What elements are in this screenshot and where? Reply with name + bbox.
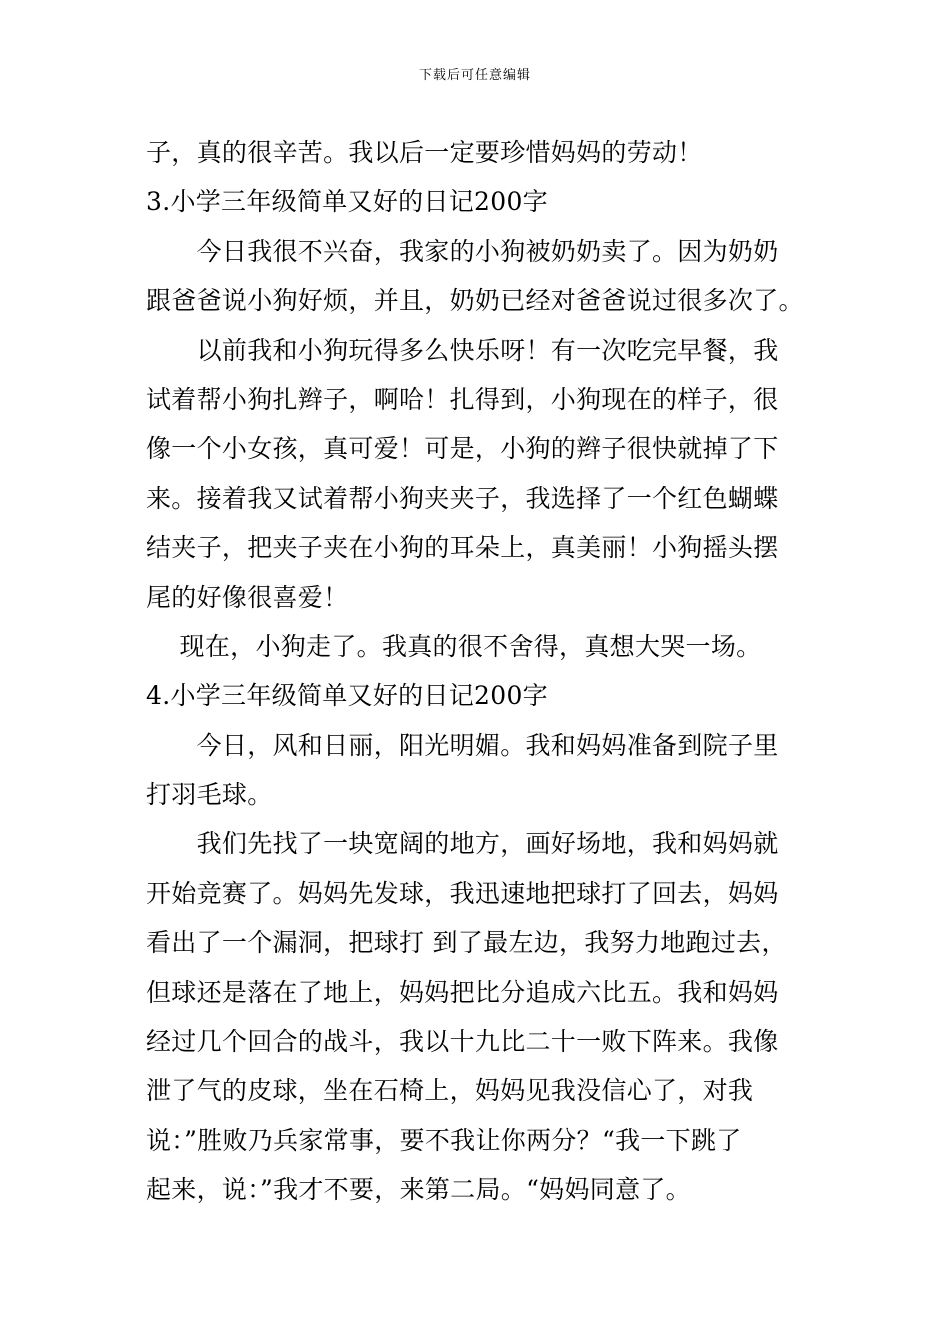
text-line: 现在，小狗走了。我真的很不舍得，真想大哭一场。 (146, 631, 762, 661)
text-line: 子，真的很辛苦。我以后一定要珍惜妈妈的劳动！ (146, 138, 703, 167)
text-line: 泄了气的皮球，坐在石椅上，妈妈见我没信心了，对我 (146, 1076, 754, 1106)
text-line: 像一个小女孩，真可爱！可是，小狗的辫子很快就掉了下 (146, 434, 779, 464)
text-line: 来。接着我又试着帮小狗夹夹子，我选择了一个红色蝴蝶 (146, 483, 779, 513)
document-body (146, 128, 806, 1215)
text-line: 但球还是落在了地上，妈妈把比分追成六比五。我和妈妈 (146, 977, 779, 1007)
text-line: 打羽毛球。 (146, 780, 273, 810)
text-line: 今日我很不兴奋，我家的小狗被奶奶卖了。因为奶奶 (146, 236, 779, 266)
text-line: 跟爸爸说小狗好烦，并且，奶奶已经对爸爸说过很多次了。 (146, 286, 804, 316)
text-line: 开始竞赛了。妈妈先发球，我迅速地把球打了回去，妈妈 (146, 878, 779, 908)
text-line: 起来，说：”我才不要，来第二局。“妈妈同意了。 (146, 1175, 691, 1205)
text-line: 以前我和小狗玩得多么快乐呀！有一次吃完早餐，我 (146, 335, 779, 365)
text-line: 尾的好像很喜爱！ (146, 582, 349, 612)
text-line: 说：”胜败乃兵家常事，要不我让你两分？“我一下跳了 (146, 1125, 742, 1155)
text-line: 看出了一个漏洞，把球打 到了最左边，我努力地跑过去， (146, 928, 787, 958)
text-line: 试着帮小狗扎辫子，啊哈！扎得到，小狗现在的样子，很 (146, 384, 779, 414)
section-heading-3: 3.小学三年级简单又好的日记200字 (146, 187, 548, 217)
text-line: 结夹子，把夹子夹在小狗的耳朵上，真美丽！小狗摇头摆 (146, 533, 779, 563)
text-line: 经过几个回合的战斗，我以十九比二十一败下阵来。我像 (146, 1027, 779, 1057)
text-line: 今日，风和日丽，阳光明媚。我和妈妈准备到院子里 (146, 730, 779, 760)
text-line: 我们先找了一块宽阔的地方，画好场地，我和妈妈就 (146, 829, 779, 859)
section-heading-4: 4.小学三年级简单又好的日记200字 (146, 681, 548, 711)
page-header: 下载后可任意编辑 (418, 68, 531, 83)
